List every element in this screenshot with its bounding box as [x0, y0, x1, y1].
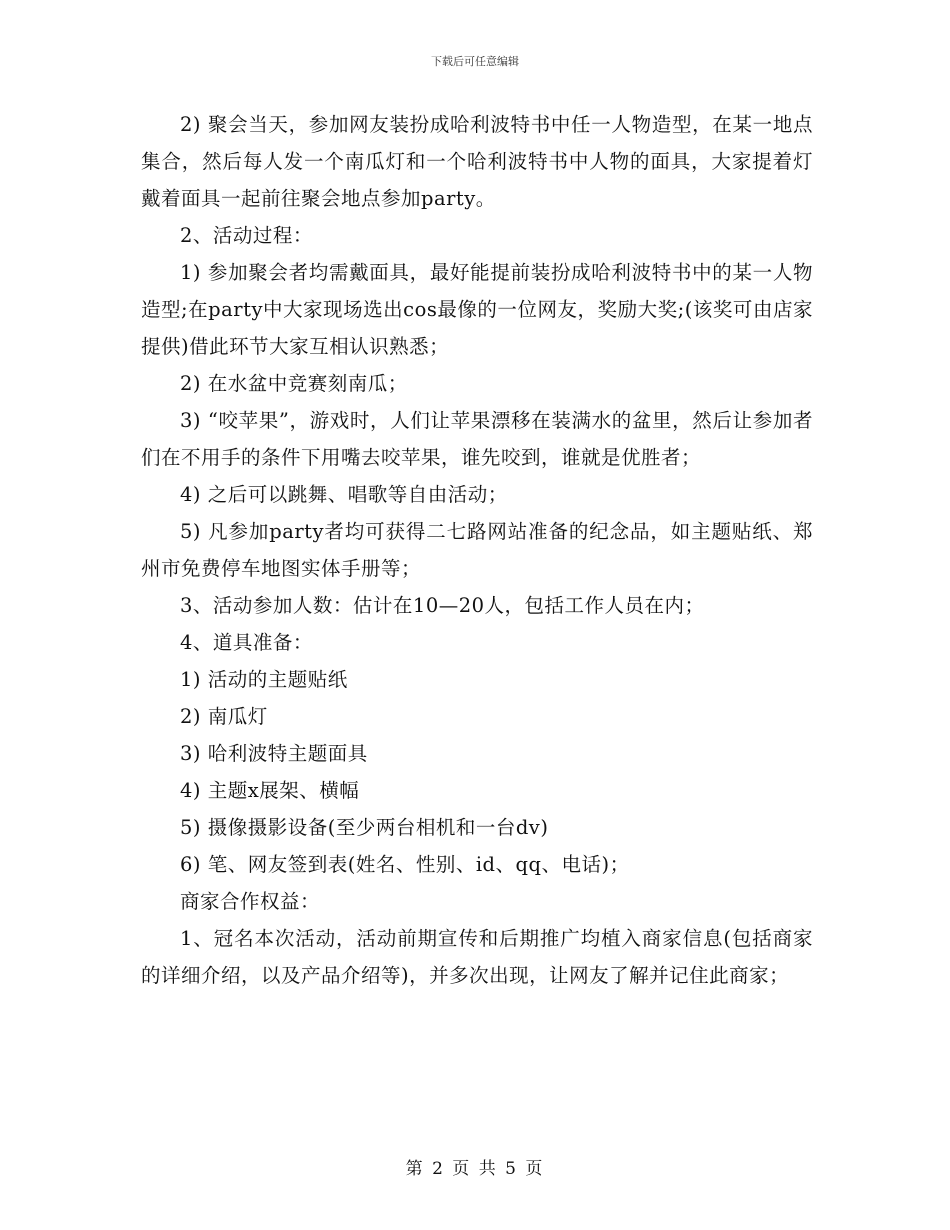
- list-item: 1) 活动的主题贴纸: [180, 668, 348, 691]
- section-heading: 3、活动参加人数：估计在10—20人，包括工作人员在内；: [180, 594, 705, 617]
- paragraph: 1、冠名本次活动，活动前期宣传和后期推广均植入商家信息(包括商家的详细介绍，以及产品介绍等)，并多次出现，让网友了解并记住此商家；: [141, 927, 813, 987]
- page-footer: 第 2 页 共 5 页: [405, 1159, 545, 1179]
- list-item: 2) 南瓜灯: [180, 705, 268, 728]
- list-item: 4) 主题x展架、横幅: [180, 779, 360, 802]
- paragraph: 2) 聚会当天，参加网友装扮成哈利波特书中任一人物造型，在某一地点集合，然后每人发一个南瓜灯和一个哈利波特书中人物的面具，大家提着灯戴着面具一起前往聚会地点参加party。: [141, 113, 813, 210]
- list-item: 5) 摄像摄影设备(至少两台相机和一台dv): [180, 816, 549, 839]
- paragraph: 4) 之后可以跳舞、唱歌等自由活动；: [180, 483, 508, 506]
- section-heading: 4、道具准备：: [180, 631, 313, 654]
- paragraph: 2) 在水盆中竞赛刻南瓜；: [180, 372, 408, 395]
- list-item: 3) 哈利波特主题面具: [180, 742, 368, 765]
- paragraph: 3) “咬苹果”，游戏时，人们让苹果漂移在装满水的盆里，然后让参加者们在不用手的条件下用嘴去咬苹果，谁先咬到，谁就是优胜者；: [141, 409, 813, 469]
- section-heading: 商家合作权益：: [180, 890, 321, 913]
- section-heading: 2、活动过程：: [180, 224, 313, 247]
- paragraph: 5) 凡参加party者均可获得二七路网站准备的纪念品，如主题贴纸、郑州市免费停车地图实体手册等；: [141, 520, 813, 580]
- page-header: 下载后可任意编辑: [431, 55, 519, 68]
- list-item: 6) 笔、网友签到表(姓名、性别、id、qq、电话)；: [180, 853, 630, 876]
- paragraph: 1) 参加聚会者均需戴面具，最好能提前装扮成哈利波特书中的某一人物造型;在party中大家现场选出cos最像的一位网友，奖励大奖;(该奖可由店家提供)借此环节大家互相认识熟悉；: [141, 261, 813, 358]
- document-body: [141, 106, 813, 994]
